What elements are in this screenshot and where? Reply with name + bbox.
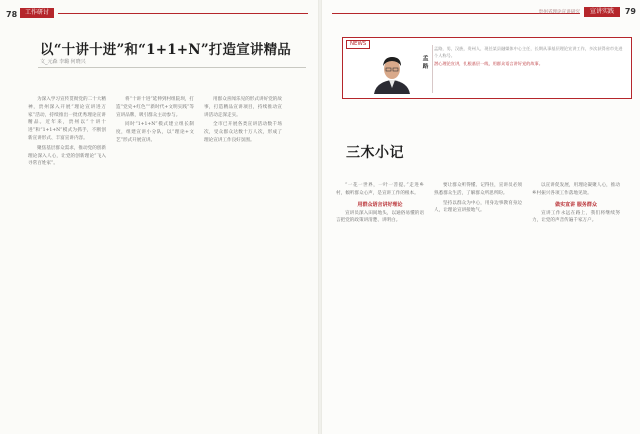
text-column	[116, 96, 194, 418]
paragraph: 用群众喜闻乐见的形式讲好党的故事，打造精品宣讲项目，持续推动宣讲活动走深走实。	[204, 97, 282, 118]
text-column	[434, 182, 522, 422]
paragraph: 坚持以群众为中心，用身边事教育身边人，让理论宣讲接地气。	[434, 200, 522, 214]
column-tag-left: 工作研讨	[20, 8, 54, 18]
text-column	[336, 182, 424, 422]
text-column	[532, 182, 620, 422]
page-number-left: 78	[6, 10, 18, 19]
article-title-left: 以“十讲十进”和“1+1+N”打造宣讲精品	[40, 42, 292, 58]
text-column	[28, 96, 106, 418]
page-number-right: 79	[624, 7, 636, 16]
journal-name: 贵州省理论宣讲研究	[538, 10, 580, 15]
paragraph: 要让群众听得懂、记得住，宣讲员必须熟悉群众生活，了解群众所思所盼。	[434, 183, 522, 196]
paragraph: “一花一世界，一叶一菩提。”走进乡村，倾听群众心声，是宣讲工作的根本。	[336, 183, 424, 196]
paragraph: 全市已开展各类宣讲活动数千场次，受众群众达数十万人次，形成了理论宣讲工作良好氛围。	[204, 122, 282, 143]
section-subheading: 做实宣讲 服务群众	[555, 201, 597, 208]
paragraph: 以宣讲促发展，用理论凝聚人心，推动乡村振兴各项工作落地见效。	[532, 183, 620, 196]
header-rule-left	[58, 13, 308, 14]
bio-text: 孟路，男，汉族，贵州人，现任某县融媒体中心主任，长期从事基层理论宣讲工作，多次获得省市先进个人称号。	[434, 46, 623, 58]
paragraph: 聚焦基层群众需求，推动党的创新理论深入人心，让党的创新理论“飞入寻常百姓家”。	[28, 145, 106, 167]
text-column	[204, 96, 282, 418]
article-title-right: 三木小记	[346, 145, 404, 161]
left-page	[0, 0, 318, 434]
paragraph: 为深入学习宣传贯彻党的二十大精神，贵州深入开展“理论宣讲进万家”活动，持续推出一批优秀理论宣讲精品。近年来，贵州以“十讲十进”和“1+1+N”模式为抓手，不断创新宣讲形式、丰富宣讲内容。	[28, 97, 106, 141]
paragraph: 将“十讲十进”延伸到村组院坝，打造“党史+红色”“新时代+文明实践”等宣讲品牌，吸引群众主动参与。	[116, 97, 194, 118]
byline: 文_元森 李璐 何晓兴	[40, 59, 86, 65]
paragraph: 宣讲员深入田间地头，以通俗易懂的语言把党的政策讲清楚、讲明白。	[336, 210, 424, 224]
news-tag: NEWS	[346, 40, 370, 49]
bio-divider	[432, 45, 433, 93]
right-page	[322, 0, 640, 434]
column-tag-right: 宣讲实践	[584, 7, 620, 17]
paragraph: 宣讲工作永远在路上，我们将继续努力，让党的声音传遍千家万户。	[532, 210, 620, 224]
title-divider	[38, 67, 306, 68]
author-bio	[434, 46, 626, 70]
section-subheading: 用群众语言讲好理论	[357, 201, 403, 208]
bio-quote: 潜心理论宣讲，扎根基层一线，用群众语言讲好党的故事。	[434, 61, 543, 67]
author-portrait	[368, 52, 416, 94]
paragraph: 同时“1+1+N”模式建立组长制度，组建宣讲小分队，以“理论+文艺”形式开展宣讲。	[116, 122, 194, 143]
author-name: 孟路	[422, 56, 429, 70]
